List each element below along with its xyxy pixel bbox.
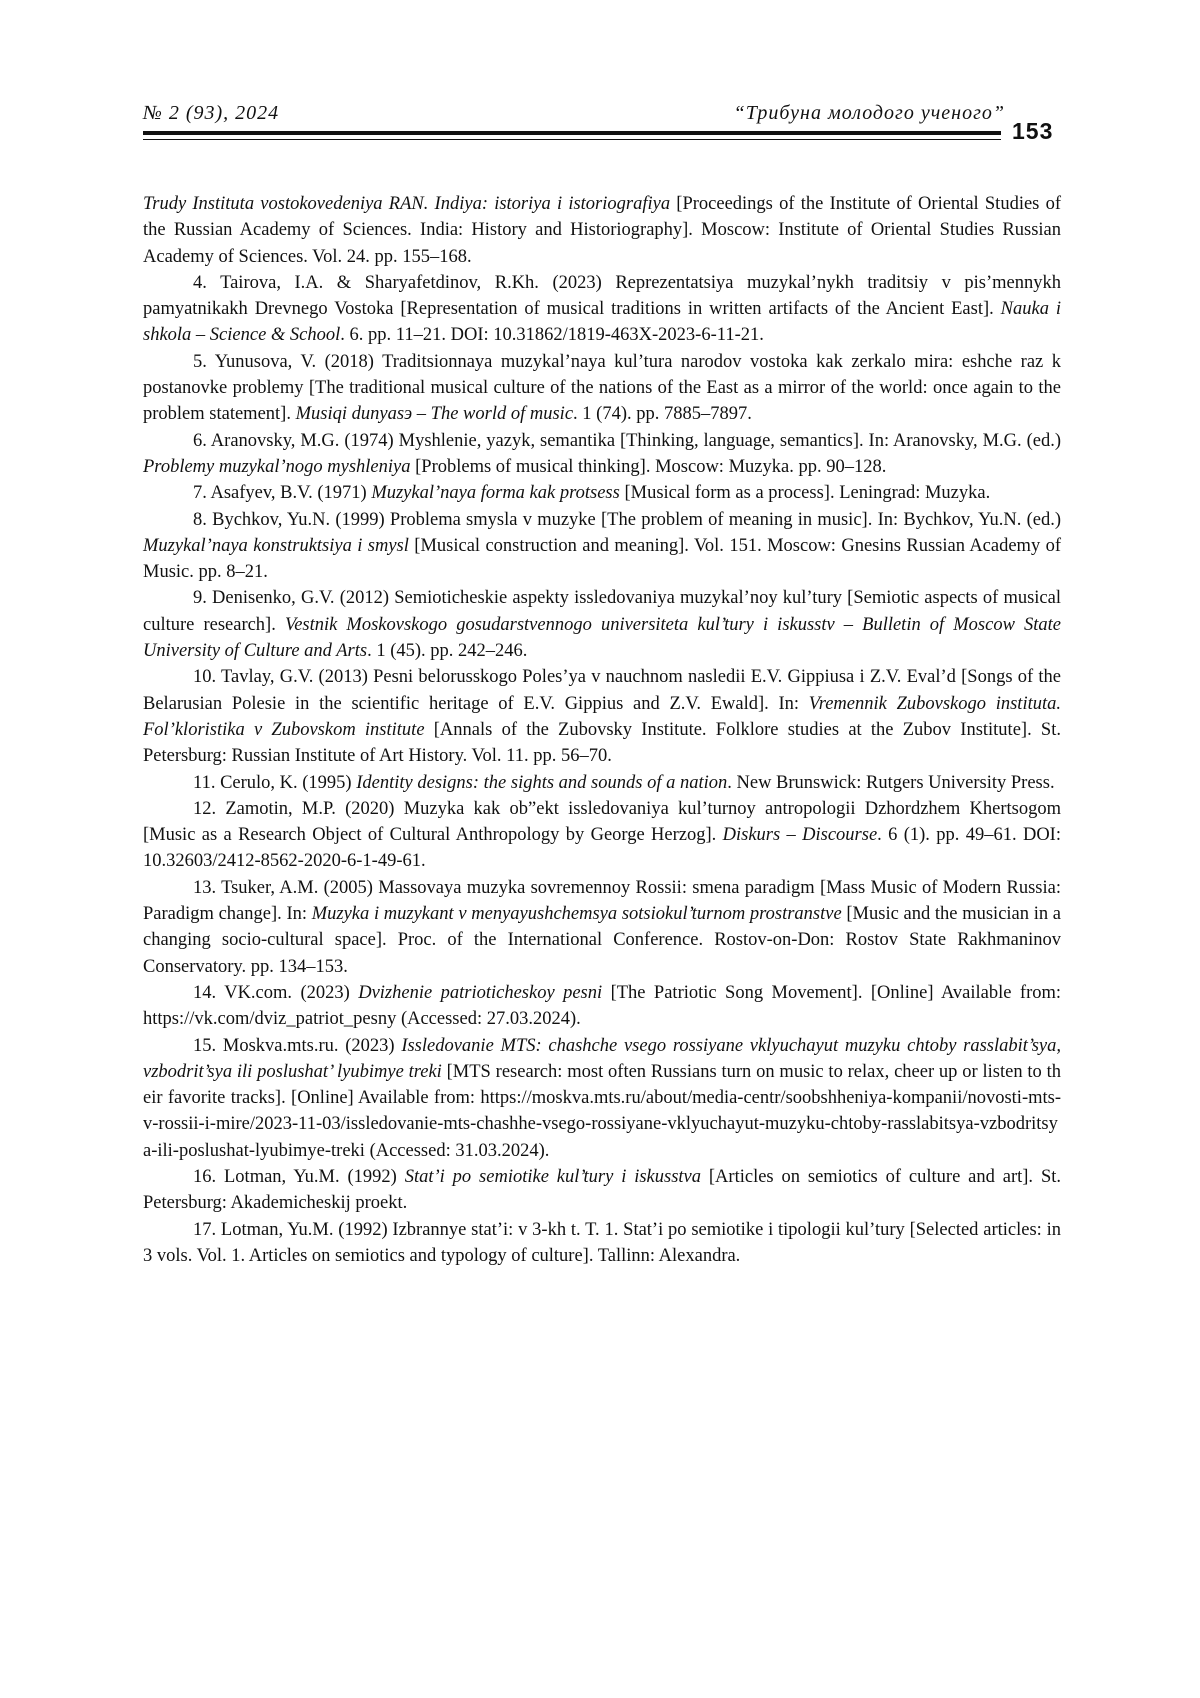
- reference-item-4: 4. Tairova, I.A. & Sharyafetdinov, R.Kh. (2023) Reprezentatsiya muzykal’nykh traditsiy v pis’mennykh pamyatnikakh Drevnego Vostoka [Representation of musical traditions in written artifacts of the Ancient East]. Nauka i shkola – Science & School. 6. pp. 11–21. DOI: 10.31862/1819-463X-2023-6-11-21.: [143, 270, 1061, 349]
- reference-item-5: 5. Yunusova, V. (2018) Traditsionnaya muzykal’naya kul’tura narodov vostoka kak zerkalo mira: eshche raz k postanovke problemy [The traditional musical culture of the nations of the East as a mirror of the world: once again to the problem statement]. Musiqi dunyasэ – The world of music. 1 (74). pp. 7885–7897.: [143, 349, 1061, 428]
- journal-title: “Трибуна молодого ученого”: [734, 102, 1005, 125]
- reference-text: [Proceedings of the Institute of Oriental Studies of the Russian Academy of Sciences. India: History and Historiography]. Moscow: Institute of Oriental Studies Russian Academy of Sciences. Vol. 24. pp. 155–168.: [143, 194, 1061, 267]
- reference-item-15: 15. Moskva.mts.ru. (2023) Issledovanie MTS: chashche vsego rossiyane vklyuchayut muzyku chtoby rasslabit’sya, vzbodrit’sya ili poslushat’ lyubimye treki [MTS research: most often Russians turn on music to relax, cheer up or listen to their favorite tracks]. [Online] Available from: https://moskva.mts.ru/about/media-centr/soobshheniya-kompanii/novosti-mts-v-rossii-i-mire/2023-11-03/issledovanie-mts-chashhe-vsego-rossiyane-vklyuchayut-muzyku-chtoby-rasslabitsya-vzbodritsya-ili-poslushat-lyubimye-treki (Accessed: 31.03.2024).: [143, 1033, 1061, 1164]
- header-rule-thick: [143, 131, 1001, 135]
- reference-continuation: [143, 191, 1061, 270]
- reference-italic: Trudy Instituta vostokovedeniya RAN. Indiya: istoriya i istoriografiya: [143, 194, 670, 214]
- reference-list: [143, 191, 1061, 1269]
- reference-item-11: 11. Cerulo, K. (1995) Identity designs: the sights and sounds of a nation. New Brunswick: Rutgers University Press.: [143, 770, 1061, 796]
- page-number: 153: [1012, 118, 1053, 145]
- reference-item-8: 8. Bychkov, Yu.N. (1999) Problema smysla v muzyke [The problem of meaning in music]. In: Bychkov, Yu.N. (ed.) Muzykal’naya konstruktsiya i smysl [Musical construction and meaning]. Vol. 151. Moscow: Gnesins Russian Academy of Music. pp. 8–21.: [143, 507, 1061, 586]
- reference-item-16: 16. Lotman, Yu.M. (1992) Stat’i po semiotike kul’tury i iskusstva [Articles on semiotics of culture and art]. St. Petersburg: Akademicheskij proekt.: [143, 1164, 1061, 1217]
- reference-item-9: 9. Denisenko, G.V. (2012) Semioticheskie aspekty issledovaniya muzykal’noy kul’tury [Semiotic aspects of musical culture research]. Vestnik Moskovskogo gosudarstvennogo universiteta kul’tury i iskusstv – Bulletin of Moscow State University of Culture and Arts. 1 (45). pp. 242–246.: [143, 585, 1061, 664]
- reference-item-13: 13. Tsuker, A.M. (2005) Massovaya muzyka sovremennoy Rossii: smena paradigm [Mass Music of Modern Russia: Paradigm change]. In: Muzyka i muzykant v menyayushchemsya sotsiokul’turnom prostranstve [Music and the musician in a changing socio-cultural space]. Proc. of the International Conference. Rostov-on-Don: Rostov State Rakhmaninov Conservatory. pp. 134–153.: [143, 875, 1061, 980]
- reference-item-10: 10. Tavlay, G.V. (2013) Pesni belorusskogo Poles’ya v nauchnom nasledii E.V. Gippiusa i Z.V. Eval’d [Songs of the Belarusian Polesie in the scientific heritage of E.V. Gippius and Z.V. Ewald]. In: Vremennik Zubovskogo instituta. Fol’kloristika v Zubovskom institute [Annals of the Zubovsky Institute. Folklore studies at the Zubov Institute]. St. Petersburg: Russian Institute of Art History. Vol. 11. pp. 56–70.: [143, 664, 1061, 769]
- reference-item-7: 7. Asafyev, B.V. (1971) Muzykal’naya forma kak protsess [Musical form as a process]. Leningrad: Muzyka.: [143, 480, 1061, 506]
- reference-item-17: 17. Lotman, Yu.M. (1992) Izbrannye stat’i: v 3-kh t. T. 1. Stat’i po semiotike i tipologii kul’tury [Selected articles: in 3 vols. Vol. 1. Articles on semiotics and typology of culture]. Tallinn: Alexandra.: [143, 1217, 1061, 1270]
- header-rule-thin: [143, 139, 1001, 140]
- journal-page: [0, 0, 1200, 1698]
- reference-item-14: 14. VK.com. (2023) Dvizhenie patrioticheskoy pesni [The Patriotic Song Movement]. [Online] Available from: https://vk.com/dviz_patriot_pesny (Accessed: 27.03.2024).: [143, 980, 1061, 1033]
- reference-item-12: 12. Zamotin, M.P. (2020) Muzyka kak ob”ekt issledovaniya kul’turnoy antropologii Dzhordzhem Khertsogom [Music as a Research Object of Cultural Anthropology by George Herzog]. Diskurs – Discourse. 6 (1). pp. 49–61. DOI: 10.32603/2412-8562-2020-6-1-49-61.: [143, 796, 1061, 875]
- issue-number: № 2 (93), 2024: [143, 102, 279, 125]
- reference-item-6: 6. Aranovsky, M.G. (1974) Myshlenie, yazyk, semantika [Thinking, language, semantics]. In: Aranovsky, M.G. (ed.) Problemy muzykal’nogo myshleniya [Problems of musical thinking]. Moscow: Muzyka. pp. 90–128.: [143, 428, 1061, 481]
